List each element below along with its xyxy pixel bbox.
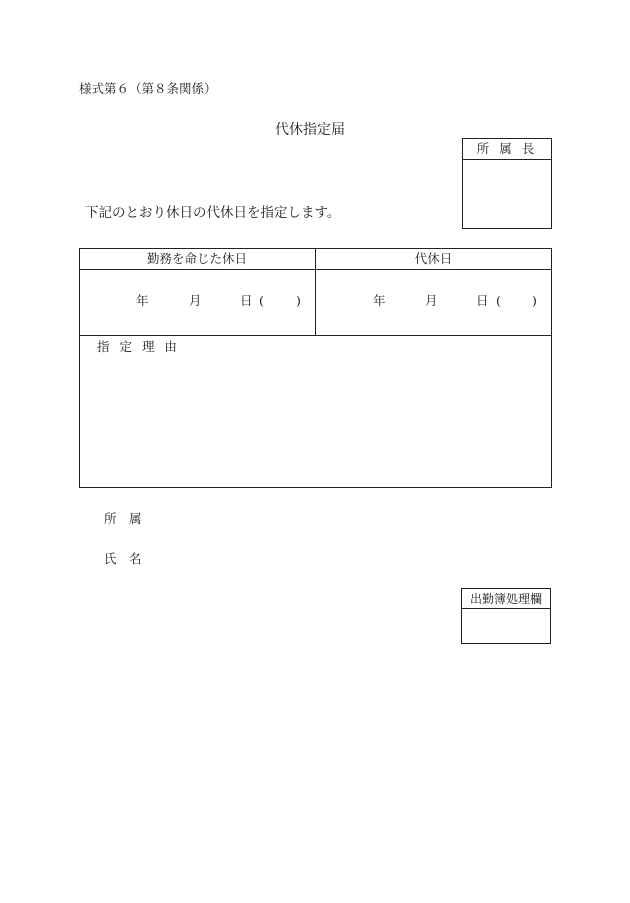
substitute-weekday-open-paren: ( (496, 293, 501, 308)
form-number: 様式第６（第８条関係） (79, 81, 217, 96)
attendance-label: 出勤簿処理欄 (469, 592, 542, 606)
reason-field[interactable] (80, 358, 551, 487)
intro-text: 下記のとおり休日の代休日を指定します。 (85, 205, 341, 221)
ordered-month-label: 月 (189, 293, 202, 308)
ordered-weekday-close-paren: ) (296, 293, 301, 308)
substitute-day-label: 日 (476, 293, 489, 308)
name-field[interactable] (160, 546, 420, 572)
affiliation-field[interactable] (160, 506, 420, 532)
header-ordered-holiday: 勤務を命じた休日 (146, 251, 247, 266)
attendance-record-field[interactable] (462, 609, 550, 643)
approver-stamp-field[interactable] (463, 160, 551, 228)
header-substitute-holiday: 代休日 (414, 251, 453, 266)
approver-label: 所 属 長 (476, 141, 538, 156)
form-title: 代休指定届 (275, 122, 345, 138)
reason-label: 指 定 理 由 (97, 339, 180, 354)
substitute-month-label: 月 (425, 293, 438, 308)
ordered-year-label: 年 (136, 293, 149, 308)
ordered-weekday-open-paren: ( (259, 293, 264, 308)
affiliation-label: 所 属 (104, 511, 142, 526)
substitute-year-label: 年 (373, 293, 386, 308)
ordered-day-label: 日 (240, 293, 253, 308)
substitute-weekday-close-paren: ) (532, 293, 537, 308)
name-label: 氏 名 (104, 551, 142, 566)
